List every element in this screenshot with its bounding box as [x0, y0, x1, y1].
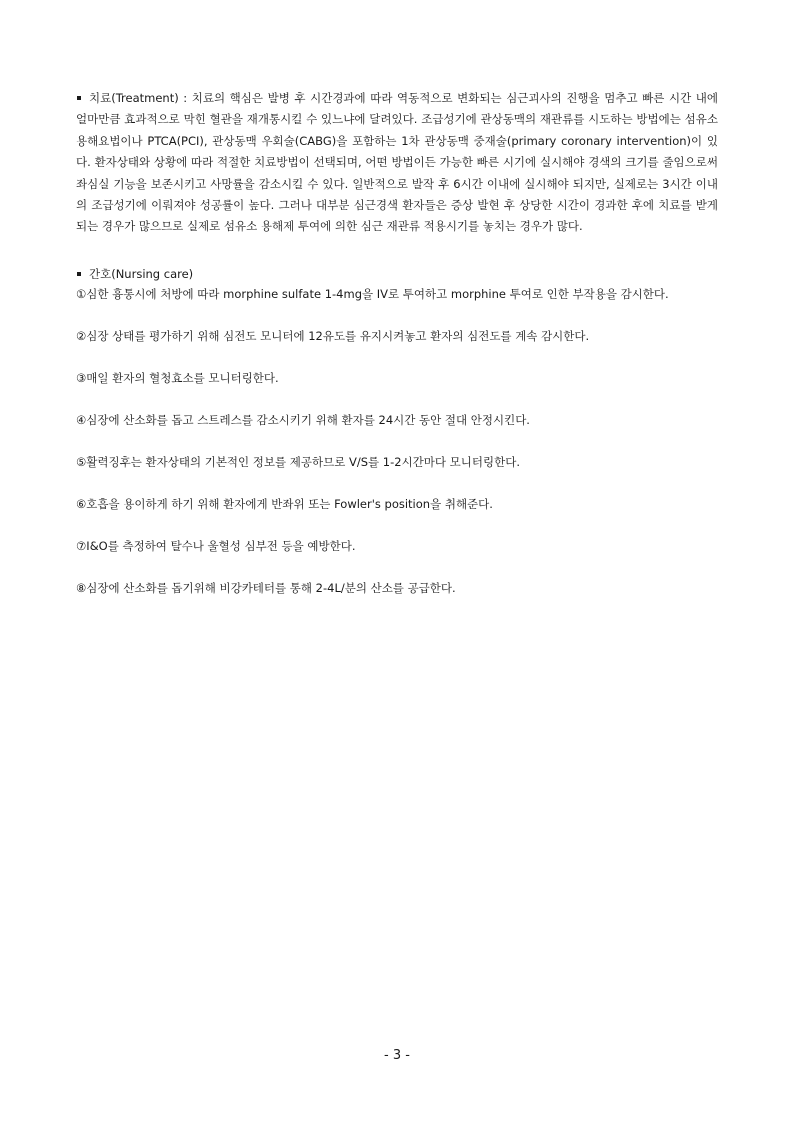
nursing-section [76, 264, 718, 599]
nursing-item: ④심장에 산소화를 돕고 스트레스를 감소시키기 위해 환자를 24시간 동안 절대 안정시킨다. [76, 412, 530, 427]
nursing-item: ②심장 상태를 평가하기 위해 심전도 모니터에 12유도를 유지시켜놓고 환자의 심전도를 계속 감시한다. [76, 328, 590, 343]
treatment-heading: 치료(Treatment) : [89, 91, 192, 105]
nursing-item: ⑦I&O를 측정하여 탈수나 울혈성 심부전 등을 예방한다. [76, 538, 356, 553]
bullet-icon [77, 96, 81, 100]
nursing-item: ③매일 환자의 혈청효소를 모니터링한다. [76, 370, 279, 385]
treatment-body: 치료의 핵심은 발병 후 시간경과에 따라 역동적으로 변화되는 심근괴사의 진행을 멈추고 빠른 시간 내에 얼마만큼 효과적으로 막힌 혈관을 재개통시킬 수 있느냐에 달려있다. 조급성기에 관상동맥의 재관류를 시도하는 방법에는 섬유소 용해요법이나 PTCA(PCI), 관상동맥 우회술(CABG)을 포함하는 1차 관상동맥 중재술(primary coronary intervention)이 있다. 환자상태와 상황에 따라 적절한 치료방법이 선택되며, 어떤 방법이든 가능한 빠른 시기에 실시해야 경색의 크기를 줄임으로써 좌심실 기능을 보존시키고 사망률을 감소시킬 수 있다. 일반적으로 발작 후 6시간 이내에 실시해야 되지만, 실제로는 3시간 이내의 조급성기에 이뤄져야 성공률이 높다. 그러나 대부분 심근경색 환자들은 증상 발현 후 상당한 시간이 경과한 후에 치료를 받게 되는 경우가 많으므로 실제로 섬유소 용해제 투여에 의한 심근 재관류 적용시기를 놓치는 경우가 많다. [76, 91, 718, 234]
treatment-paragraph [76, 88, 718, 238]
bullet-icon [77, 272, 81, 276]
page-number: - 3 - [384, 1048, 410, 1063]
nursing-heading-row [76, 264, 718, 284]
nursing-item: ⑥호흡을 용이하게 하기 위해 환자에게 반좌위 또는 Fowler's position을 취해준다. [76, 496, 493, 511]
section-gap [76, 238, 718, 264]
nursing-item: ⑧심장에 산소화를 돕기위해 비강카테터를 통해 2-4L/분의 산소를 공급한다. [76, 580, 456, 595]
treatment-section [76, 88, 718, 238]
nursing-item: ⑤활력징후는 환자상태의 기본적인 정보를 제공하므로 V/S를 1-2시간마다 모니터링한다. [76, 454, 520, 469]
nursing-item: ①심한 흉통시에 처방에 따라 morphine sulfate 1-4mg을 IV로 투여하고 morphine 투여로 인한 부작용을 감시한다. [76, 286, 669, 301]
document-body [76, 88, 718, 620]
nursing-heading: 간호(Nursing care) [89, 266, 194, 281]
